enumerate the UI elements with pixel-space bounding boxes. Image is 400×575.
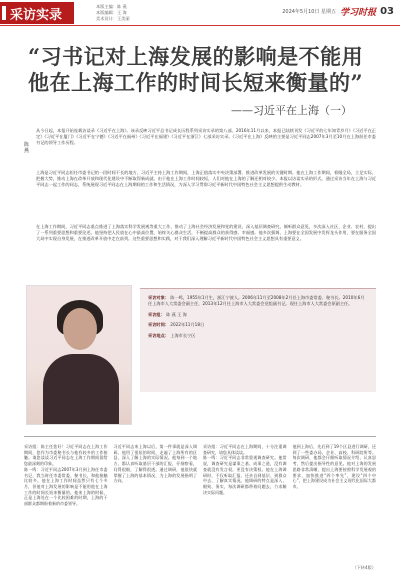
headline-line-2: 他在上海工作的时间长短来衡量的” — [28, 70, 364, 95]
body-paragraph: 在上海工作期间，习近平同志重点推进了上海落实科学发展观等重大工作，推动了上海社会经济发展和党的建设，深入基层调查研究，倾听群众意见，多次深入社区、企业、农村，提出了一系列重要思想和重要论述。他坚持把人民放在心中最高位置，始终关心群众生活，不断提高群众的获得感、幸福感。他多次强调，上海要在全国发展中发挥龙头作用，要在服务全国大局中实现自身发展，在推进改革开放中走在前列。这些重要思想和实践，对于我们深入理解习近平新时代中国特色社会主义思想具有重要意义。 — [36, 224, 376, 242]
qa-column — [24, 444, 108, 568]
qa-paragraph: 习近平同志来上海以后，第一件事就是深入调研。他用了很短的时间，走遍了上海所有的区县，深入了解上海的实际情况。他每到一个地方，都认真听取基层干部的汇报，仔细察看，问得很细，了解得很透。通过调研，他很快就掌握了上海的基本情况，为上海的发展指明了方向。 — [113, 444, 197, 484]
portrait-body — [43, 354, 119, 425]
byline: 陈燕 — [24, 142, 30, 154]
qa-column — [293, 444, 377, 568]
body-paragraph: 上海是习近平同志担任市委书记的一段时间不长的地方，习近平主持上海工作期间，上海正值落实中央决策部署、推进改革发展的关键时期。他在上海工作期间，着眼全局，立足实际，把握大势，推动上海在改革开放和现代化建设中不断取得新成就。由于他在上海工作时间较短，人们对他在上海的了解还相对较少。本报以访谈实录的形式，通过采访当年在上海与习近平同志一起工作的同志，系统展现习近平同志在上海期间的工作和生活情况，为深入学习贯彻习近平新时代中国特色社会主义思想提供生动教材。 — [36, 170, 376, 188]
qa-paragraph: 陈一鸣：习近平同志非常重视调查研究。他常说，调查研究是谋事之基、成事之道，没有调查就没有发言权，更没有决策权。他在上海调研时，不仅听取汇报，还亲自到基层、到群众中去，了解真实情况。他调研的特点是深入、细致、务实，每次调研都带着问题去，力求解决实际问题。 — [203, 455, 287, 495]
section-divider — [24, 436, 376, 437]
qa-columns — [24, 444, 376, 568]
qa-column — [203, 444, 287, 568]
profile-place — [148, 333, 368, 339]
section-title: 采访实录 — [10, 7, 63, 23]
intro-paragraph: 从今日起，本报开始连载访谈录《习近平在上海》。该录反映习近平总书记成长历程系列采访实录的第八部。2016年11月以来，本报已陆续刊发《习近平的七年知青岁月》《习近平在正定》《习近平在厦门》《习近平在宁德》《习近平在福州》《习近平在福建》《习近平在浙江》七部采访实录。《习近平在上海》反映的主要是习近平同志2007年3月至10月在上海担任市委书记的领导工作历程。 — [36, 128, 376, 146]
qa-paragraph: 采访组：陈主任您好！习近平同志在上海工作期间，您作为市委秘书长与他有较多的工作接触。请您谈谈习近平同志在上海工作期间留给您最深刻的印象。 — [24, 444, 108, 467]
profile-time-text: 2022年11月18日 — [170, 322, 205, 328]
section-tab — [0, 2, 74, 24]
headline-line-1: “习书记对上海发展的影响是不能用 — [28, 44, 364, 69]
profile-place-label: 采访地点： — [148, 332, 169, 338]
qa-paragraph: 他到上海后，先后到了19个区县进行调研，还到了一些委办局、企业、高校、科研院所等。每次调研，他都会仔细听取情况介绍，认真思考，然后提出指导性的意见。他对上海的发展思路非常清晰，提出上海要按照科学发展观的要求，加快推进“四个率先”，建设“四个中心”，把上海建设成为社会主义现代化国际大都市。 — [292, 444, 376, 489]
profile-bio — [148, 295, 368, 308]
issue-date: 2024年5月10日 星期五 — [282, 9, 337, 15]
profile-bio-label: 采访对象： — [148, 295, 169, 300]
qa-column — [114, 444, 198, 568]
qa-paragraph: 采访组：习近平同志在上海期间，十分注重调查研究，请您具体谈谈。 — [203, 444, 287, 455]
profile-place-text: 上海市长宁区 — [170, 332, 196, 338]
header-right — [282, 5, 394, 18]
profile-team — [148, 312, 368, 318]
profile-team-label: 采访组： — [148, 311, 165, 317]
profile-bio-text: 陈一鸣，1955年1月生，浙江宁波人。2006年11月至2008年2月任上海市委常委、秘书长。2010年6月任上海市人大常委会副主任，2013年12月任上海市人大常委会党组副书记。现任上海市人大常委会原副主任。 — [148, 295, 365, 307]
profile-team-text: 陈 燕 王 海 — [166, 311, 187, 317]
newspaper-logo: 学习时报 — [340, 8, 377, 18]
portrait-photo — [26, 285, 132, 425]
page-header — [0, 0, 400, 26]
interviewee-profile-box — [140, 288, 376, 392]
profile-time — [148, 322, 368, 328]
editor-line: 美术设计：王美丽 — [96, 16, 130, 21]
article-headline — [28, 44, 378, 96]
editor-credits — [96, 4, 130, 22]
page-number: 03 — [380, 6, 394, 17]
profile-time-label: 采访时间： — [148, 322, 169, 328]
continued-note: （下转4版） — [352, 565, 376, 570]
article-subtitle: ——习近平在上海（一） — [231, 104, 352, 117]
portrait-face — [63, 308, 97, 350]
editor-line: 本版主编：陈 燕 — [96, 4, 127, 9]
section-marker — [2, 6, 6, 20]
qa-paragraph: 陈一鸣：习近平同志2007年3月到上海任市委书记，我当时任市委常委、秘书长，和他接触比较多。他在上海工作时间虽然只有七个多月，但他对上海发展的影响是不能用他在上海工作的时间长短来衡量的。他来上海的时候，正是上海处在一个比较困难的时期，上海的干部群众都期盼着新的市委领导。 — [24, 466, 108, 507]
editor-line: 本版编辑：王 海 — [96, 10, 127, 15]
